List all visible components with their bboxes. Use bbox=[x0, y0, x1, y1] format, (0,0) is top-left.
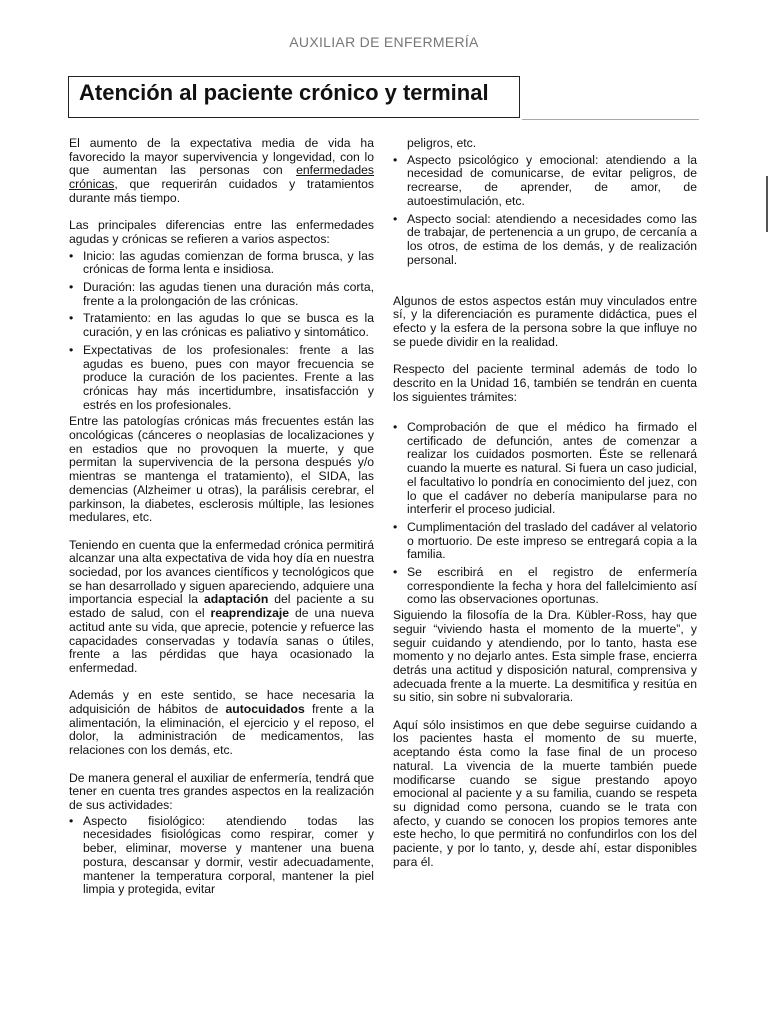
list-item: • Comprobación de que el médico ha firmado el certificado de defunción, antes de comenzar a realizar los cuidados posmorten. Éste se rellenará cuando la muerte es natural. Si fuera un caso judicial, el facultativo lo pondría en conocimiento del juez, con lo que el cadáver no debería manipularse para no interferir el proceso judicial. bbox=[393, 420, 697, 517]
paragraph-intro: El aumento de la expectativa media de vida ha favorecido la mayor supervivencia y longevidad, con lo que aumentan las personas con enfermedades crónicas, que requerirán cuidados y tratamientos durante más tiempo. bbox=[69, 136, 374, 205]
paragraph-differences: Las principales diferencias entre las enfermedades agudas y crónicas se refieren a varios aspectos: bbox=[69, 218, 374, 246]
list-item: • Aspecto psicológico y emocional: atendiendo a la necesidad de comunicarse, de evitar peligros, de recrearse, de aprender, de amor, de autoestimulación, etc. bbox=[393, 152, 697, 208]
list-item: • Aspecto social: atendiendo a necesidades como las de trabajar, de pertenencia a un grupo, de cercanía a los otros, de estima de los demás, y de realización personal. bbox=[393, 211, 697, 267]
list-item: • Cumplimentación del traslado del cadáver al velatorio o mortuorio. De este impreso se entregará copia a la familia. bbox=[393, 519, 697, 562]
paragraph-final: Aquí sólo insistimos en que debe seguirse cuidando a los pacientes hasta el momento de su muerte, aceptando ésta como la fase final de un proceso natural. La vivencia de la muerte también puede modificarse cuando se sigue prestando apoyo emocional al paciente y a su familia, cuando se respeta su dignidad como persona, cuando se le trata con afecto, y cuando se conocen los propios temores ante este hecho, lo que permitirá no confundirlos con los del paciente, y por lo tanto, y, desde ahí, estar disponibles para él. bbox=[393, 717, 697, 869]
paragraph-linked-aspects: Algunos de estos aspectos están muy vinculados entre sí, y la diferenciación es puramente didáctica, pues el efecto y la esfera de la persona sobre la que influye no se puede dividir en la realidad. bbox=[393, 293, 697, 349]
left-column bbox=[69, 137, 374, 897]
running-header: AUXILIAR DE ENFERMERÍA bbox=[289, 34, 479, 50]
list-item: • Tratamiento: en las agudas lo que se busca es la curación, y en las crónicas es paliativo y sintomático. bbox=[69, 311, 374, 340]
list-item: • Se escribirá en el registro de enfermería correspondiente la fecha y hora del fallelcimiento así como las observaciones oportunas. bbox=[393, 565, 697, 607]
paragraph-terminal: Respecto del paciente terminal además de todo lo descrito en la Unidad 16, también se tendrán en cuenta los siguientes trámites: bbox=[393, 362, 697, 404]
list-item: • Expectativas de los profesionales: frente a las agudas es bueno, pues con mayor frecuencia se produce la curación de los pacientes. Frente a las crónicas hay más incertidumbre, insatisfacción y estrés en los profesionales. bbox=[69, 342, 374, 412]
list-item: • Duración: las agudas tienen una duración más corta, frente a la prolongación de las crónicas. bbox=[69, 280, 374, 308]
paragraph-kubler-ross: Siguiendo la filosofía de la Dra. Kübler-Ross, hay que seguir “viviendo hasta el momento de la muerte”, y seguir cuidando y atendiendo, por lo tanto, hasta ese momento y no dejarlo antes. Esta simple frase, encierra detrás una actitud y disposición natural, comprensiva y adecuada frente a la muerte. La desmitifica y resitúa en su sitio, sin sobre ni subvaloraria. bbox=[393, 608, 697, 705]
title-box bbox=[68, 76, 520, 118]
list-item: • Aspecto fisiológico: atendiendo todas las necesidades fisiológicas como respirar, comer y beber, eliminar, moverse y mantener una buena postura, descansar y dormir, vestir adecuadamente, mantener la temperatura corporal, mantener la piel limpia y protegida, evitar bbox=[69, 813, 374, 897]
page-title: Atención al paciente crónico y terminal bbox=[79, 80, 489, 105]
list-item: • Inicio: las agudas comienzan de forma brusca, y las crónicas de forma lenta e insidiosa. bbox=[69, 248, 374, 277]
paragraph-adaptation: Teniendo en cuenta que la enfermedad crónica permitirá alcanzar una alta expectativa de vida hoy día en nuestra sociedad, por los avances científicos y tecnológicos que se han desarrollado y siguen apareciendo, adquiere una importancia especial la adaptación del paciente a su estado de salud, con el reaprendizaje de una nueva actitud ante su vida, que aprecie, potencie y refuerce las capacidades conservadas y todavía sanas o útiles, frente a las pérdidas que haya ocasionado la enfermedad. bbox=[69, 537, 374, 675]
right-column bbox=[393, 137, 697, 869]
paragraph-aspects: De manera general el auxiliar de enfermería, tendrá que tener en cuenta tres grandes aspectos en la realización de sus actividades: bbox=[69, 770, 374, 812]
list-item-continuation: peligros, etc. bbox=[407, 136, 477, 150]
paragraph-selfcare: Además y en este sentido, se hace necesaria la adquisición de hábitos de autocuidados frente a la alimentación, la eliminación, el ejercicio y el reposo, el dolor, la administración de medicamentos, las relaciones con los demás, etc. bbox=[69, 688, 374, 758]
title-rule bbox=[522, 119, 699, 120]
paragraph-pathologies: Entre las patologías crónicas más frecuentes están las oncológicas (cánceres o neoplasias de localizaciones y en estadios que no provoquen la muerte, y que permitan la supervivencia de la persona después y/o mientras se mantenga el tratamiento), el SIDA, las demencias (Alzheimer u otras), la parálisis cerebrar, el parkinson, la diabetes, esclerosis múltiple, las lesiones medulares, etc. bbox=[69, 414, 374, 525]
link-enfermedades-cronicas: enfermedades crónicas bbox=[69, 163, 374, 192]
